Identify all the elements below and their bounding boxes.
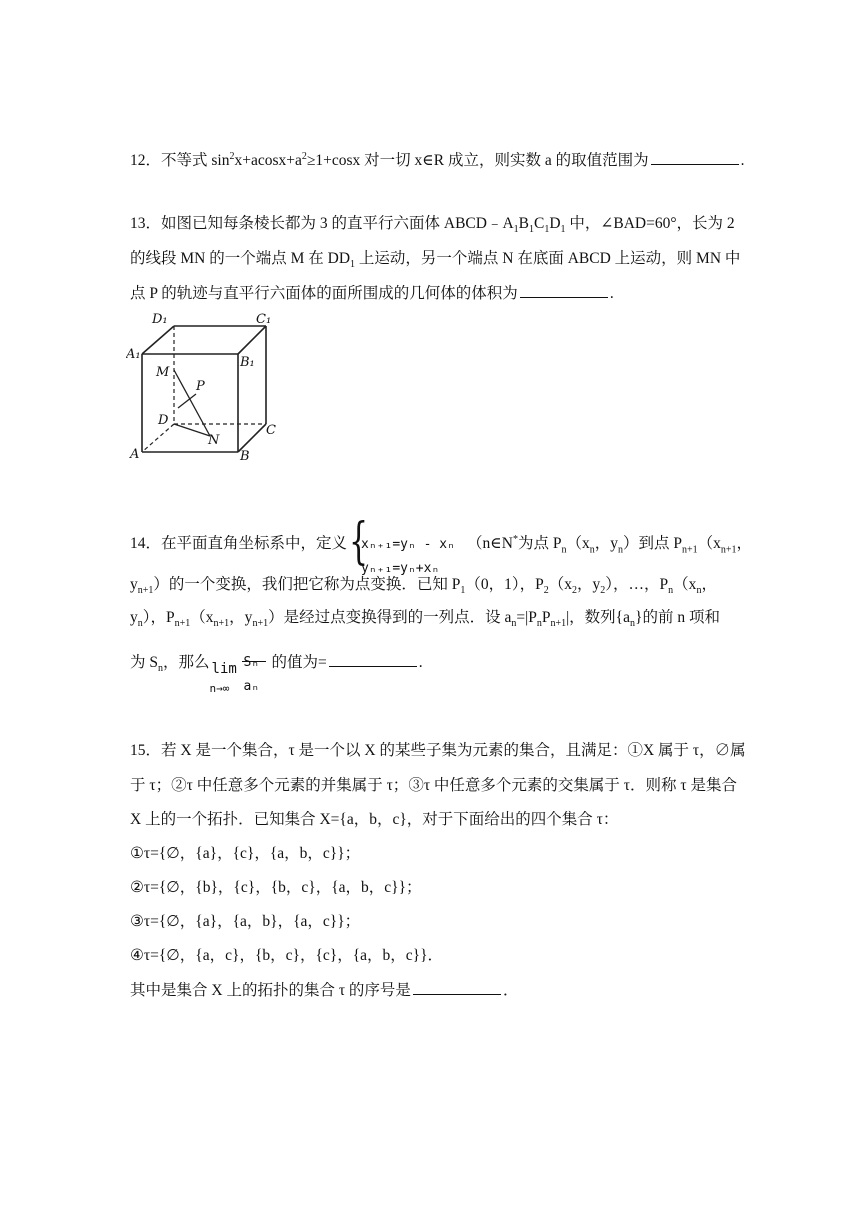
- q14-text: （x: [697, 535, 721, 553]
- q14-sub: n+1: [174, 618, 191, 630]
- q14-end: .: [418, 654, 423, 671]
- q15-text: 其中是集合 X 上的拓扑的集合 τ 的序号是: [130, 982, 411, 999]
- question-13-line-1: [130, 214, 735, 240]
- q14-sub: n: [137, 618, 143, 630]
- label-D1: D₁: [152, 312, 168, 327]
- q13-text: 的线段 MN 的一个端点 M 在 DD: [130, 250, 351, 267]
- label-C: C: [266, 423, 276, 438]
- option-4: ④τ={∅，{a，c}，{b，c}，{c}，{a，b，c}}．: [130, 947, 444, 964]
- system-row-1: xₙ₊₁=yₙ - xₙ: [361, 536, 455, 552]
- q14-sub: n: [536, 618, 542, 630]
- q14-text: （x: [673, 576, 697, 593]
- q12-text-2: x+acosx+a: [234, 152, 302, 170]
- q14-sup: *: [512, 534, 518, 545]
- q14-sub: 2: [543, 585, 549, 597]
- question-14-line-2: [130, 575, 717, 601]
- answer-blank[interactable]: [651, 150, 739, 165]
- q13-sub: 1: [560, 224, 566, 236]
- q14-text: ，: [736, 535, 753, 553]
- transform-system: [349, 511, 465, 576]
- option-3: ③τ={∅，{a}，{a，b}，{a，c}}；: [130, 913, 361, 930]
- q14-sub: n: [561, 544, 567, 556]
- q14-text: ）到点 P: [622, 535, 682, 553]
- q13-end: .: [609, 285, 614, 302]
- q12-end: .: [740, 152, 745, 170]
- q14-sub: n: [589, 544, 595, 556]
- q14-sub: 2: [600, 585, 606, 597]
- fraction-denominator: aₙ: [243, 679, 260, 695]
- q14-text: （x: [566, 535, 590, 553]
- q14-sub: n: [158, 663, 163, 675]
- label-B1: B₁: [240, 355, 255, 370]
- q14-text: }的前 n 项和: [635, 609, 720, 626]
- q14-text: ，y: [229, 609, 253, 626]
- label-A: A: [130, 447, 140, 462]
- q13-text: 13．如图已知每条棱长都为 3 的直平行六面体 ABCD﹣A: [130, 215, 514, 232]
- question-13-line-2: [130, 249, 740, 275]
- label-N: N: [208, 433, 220, 448]
- question-14-line-3: [130, 608, 720, 634]
- answer-blank[interactable]: [413, 980, 501, 995]
- fraction-bar: [242, 661, 266, 662]
- question-13-line-3: [130, 283, 614, 304]
- q13-sub: 1: [513, 224, 519, 236]
- q14-sub: n+1: [213, 618, 230, 630]
- q14-text: ）是经过点变换得到的一列点．设 a: [268, 609, 512, 626]
- q14-text: y: [130, 576, 138, 593]
- q14-text: |，数列{a: [566, 609, 631, 626]
- q14-sub: n: [668, 585, 674, 597]
- limit-expression: [209, 640, 272, 696]
- label-B: B: [240, 449, 250, 464]
- label-D: D: [158, 413, 169, 428]
- q14-text: ，y: [594, 535, 618, 553]
- answer-blank[interactable]: [520, 283, 608, 298]
- q14-text: ，那么: [163, 654, 210, 671]
- q14-text: 为点 P: [517, 535, 562, 553]
- label-A1: A₁: [126, 347, 141, 362]
- question-15-last-line: [130, 980, 518, 1001]
- q14-text: （0，1），P: [465, 576, 544, 593]
- lim-word: lim: [211, 661, 237, 678]
- q14-text: P: [541, 609, 551, 626]
- q14-text: 为 S: [130, 654, 158, 671]
- left-brace-icon: {: [349, 511, 369, 570]
- q14-text: ），…，P: [605, 576, 669, 593]
- question-14-line-1: [130, 511, 753, 576]
- lim-subscript: n→∞: [209, 682, 230, 696]
- q15-end: ．: [502, 982, 519, 999]
- q14-text: ），P: [142, 609, 175, 626]
- question-15-line-2: 于 τ；②τ 中任意多个元素的并集属于 τ；③τ 中任意多个元素的交集属于 τ．则称 τ 是集合: [130, 777, 738, 794]
- q14-sub: n: [696, 585, 702, 597]
- q14-text: （x: [548, 576, 573, 593]
- label-C1: C₁: [256, 312, 272, 327]
- q14-text: ，: [701, 576, 717, 593]
- q13-text: 点 P 的轨迹与直平行六面体的面所围成的几何体的体积为: [130, 285, 518, 302]
- q14-sub: n+1: [681, 544, 698, 556]
- q14-sub: n: [511, 618, 517, 630]
- q14-sub: n: [630, 618, 636, 630]
- question-12: [130, 147, 744, 171]
- q14-text: （n∈N: [467, 535, 513, 553]
- system-row-2: yₙ₊₁=yₙ+xₙ: [361, 560, 440, 576]
- q14-text: 14．在平面直角坐标系中，定义: [130, 535, 348, 553]
- q13-sub: 1: [544, 224, 550, 236]
- option-1: ①τ={∅，{a}，{c}，{a，b，c}}；: [130, 845, 361, 862]
- q14-text: y: [130, 609, 138, 626]
- q14-sub: n+1: [720, 544, 737, 556]
- question-15-line-3: X 上的一个拓扑．已知集合 X={a，b，c}，对于下面给出的四个集合 τ：: [130, 811, 619, 828]
- question-14-line-4: [130, 640, 423, 696]
- q12-text-3: ≥1+cosx 对一切 x∈R 成立，则实数 a 的取值范围为: [306, 152, 649, 170]
- q13-sub: 1: [528, 224, 534, 236]
- q13-text: 中，∠BAD=60°，长为 2: [565, 215, 735, 232]
- q13-text: C: [533, 215, 545, 232]
- q14-text: ）的一个变换，我们把它称为点变换．已知 P: [153, 576, 461, 593]
- q14-text: （x: [190, 609, 214, 626]
- q12-sup-1: 2: [229, 151, 235, 162]
- q14-sub: n+1: [137, 585, 154, 597]
- q13-text: D: [549, 215, 561, 232]
- answer-blank[interactable]: [329, 652, 417, 667]
- q14-text: =|P: [516, 609, 537, 626]
- q14-sub: n+1: [252, 618, 269, 630]
- q12-text-1: 12．不等式 sin: [130, 152, 230, 170]
- q14-text: ，y: [577, 576, 601, 593]
- fraction-numerator: Sₙ: [243, 655, 260, 671]
- q12-sup-2: 2: [301, 151, 307, 162]
- q14-text: 的值为=: [271, 654, 327, 671]
- parallelepiped-figure: [126, 308, 286, 468]
- option-2: ②τ={∅，{b}，{c}，{b，c}，{a，b，c}}；: [130, 879, 422, 896]
- label-P: P: [196, 379, 205, 394]
- q13-sub: 1: [350, 259, 356, 271]
- q13-text: 上运动，另一个端点 N 在底面 ABCD 上运动，则 MN 中: [355, 250, 741, 267]
- q14-sub: 2: [572, 585, 578, 597]
- q14-sub: n+1: [550, 618, 567, 630]
- label-M: M: [156, 365, 170, 380]
- q14-sub: 1: [460, 585, 466, 597]
- question-15-line-1: 15．若 X 是一个集合，τ 是一个以 X 的某些子集为元素的集合，且满足：①X 属于 τ，∅属: [130, 742, 746, 759]
- q14-sub: n: [617, 544, 623, 556]
- q13-text: B: [518, 215, 529, 232]
